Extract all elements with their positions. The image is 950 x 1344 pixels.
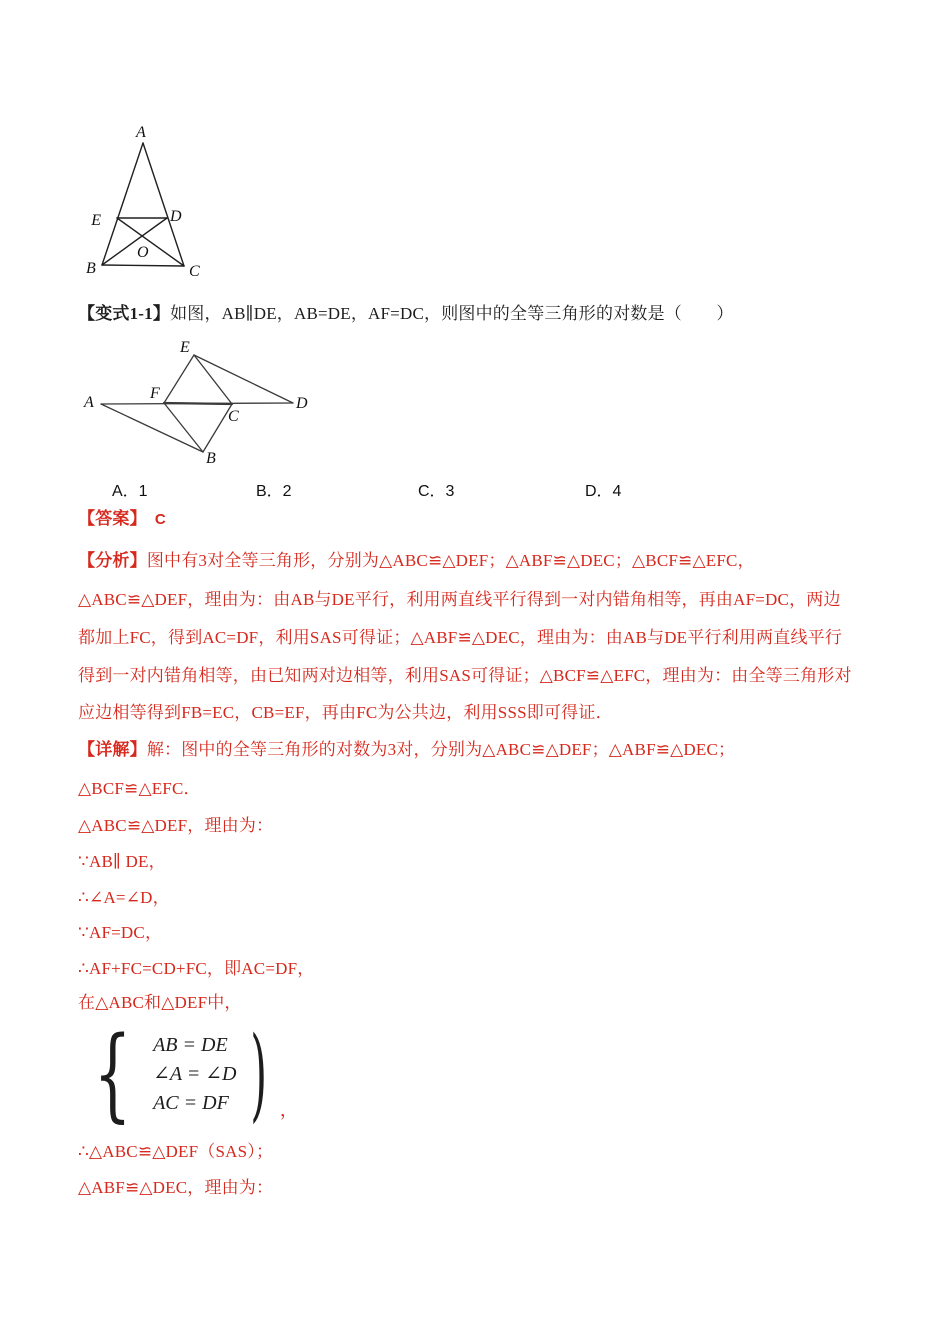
left-brace: {	[93, 1015, 132, 1133]
detail-line-2: △BCF≌△EFC．	[78, 779, 201, 798]
edge-ED	[194, 355, 293, 403]
equation-row-2: ∠A = ∠D	[153, 1062, 237, 1085]
vertex-label-B: B	[86, 260, 96, 277]
analysis-tag: 【分析】	[78, 551, 147, 570]
equation-rows	[147, 1031, 236, 1118]
detail-line-8: 在△ABC和△DEF中，	[78, 993, 242, 1012]
detail-line-3: △ABC≌△DEF，理由为：	[78, 816, 274, 835]
edge-BC	[102, 265, 184, 266]
equation-system	[82, 1015, 298, 1133]
vertex-label-D: D	[170, 208, 182, 225]
analysis-line-2: △ABC≌△DEF，理由为：由AB与DE平行，利用两直线平行得到一对内错角相等，再由AF=DC，两边	[78, 590, 841, 609]
detail-line-10: △ABF≌△DEC，理由为：	[78, 1178, 274, 1197]
edge-EC	[194, 355, 232, 404]
vertex-label-B: B	[206, 450, 216, 467]
detail-text-1: 解：图中的全等三角形的对数为3对，分别为△ABC≌△DEF；△ABF≌△DEC；	[146, 740, 736, 759]
detail-line-4: ∵AB∥ DE，	[78, 852, 166, 871]
answer-line	[78, 507, 166, 532]
detail-line-5: ∴∠A=∠D，	[78, 888, 170, 907]
detail-line-9: ∴△ABC≌△DEF（SAS）；	[78, 1142, 274, 1161]
figure-parallel-config	[83, 336, 318, 471]
edge-AB	[101, 404, 203, 452]
detail-line-6: ∵AF=DC，	[78, 923, 163, 942]
answer-value: C	[154, 511, 166, 528]
vertex-label-O: O	[137, 244, 149, 261]
vertex-label-C: C	[228, 408, 239, 425]
edge-EF	[164, 355, 194, 403]
detail-line-7: ∴AF+FC=CD+FC，即AC=DF，	[78, 959, 315, 978]
vertex-label-E: E	[180, 339, 190, 356]
equation-row-3: AC = DF	[153, 1091, 229, 1114]
edge-BD	[102, 218, 167, 265]
vertex-label-C: C	[189, 263, 200, 280]
analysis-line-1	[78, 549, 755, 573]
vertex-label-A: A	[84, 394, 94, 411]
vertex-label-F: F	[150, 385, 160, 402]
answer-tag: 【答案】	[78, 509, 147, 528]
option-b: B．2	[256, 483, 292, 500]
option-a: A．1	[112, 483, 148, 500]
vertex-label-E: E	[91, 212, 101, 229]
problem-tag: 【变式1-1】	[78, 304, 171, 323]
analysis-line-5: 应边相等得到FB=EC，CB=EF，再由FC为公共边，利用SSS即可得证．	[78, 703, 613, 722]
edge-EC	[117, 218, 184, 266]
equation-comma: ，	[279, 1100, 298, 1120]
detail-tag: 【详解】	[78, 740, 147, 759]
vertex-label-D: D	[296, 395, 308, 412]
detail-line-1	[78, 738, 735, 762]
edge-FB	[164, 403, 203, 452]
equation-row-1: AB = DE	[153, 1033, 228, 1056]
problem-statement	[78, 302, 734, 326]
figure-triangle-abc-edo	[85, 115, 215, 283]
analysis-text-1: 图中有3对全等三角形，分别为△ABC≌△DEF；△ABF≌△DEC；△BCF≌△EFC，	[146, 551, 755, 570]
edge-FC	[164, 403, 232, 404]
analysis-line-3: 都加上FC，得到AC=DF，利用SAS可得证；△ABF≌△DEC，理由为：由AB与DE平行利用两直线平行	[78, 628, 843, 647]
right-paren: )	[250, 1015, 268, 1133]
vertex-label-A: A	[136, 124, 146, 141]
option-c: C．3	[418, 483, 455, 500]
analysis-line-4: 得到一对内错角相等，由已知两对边相等，利用SAS可得证；△BCF≌△EFC，理由为：由全等三角形对	[78, 666, 852, 685]
problem-text: 如图，AB∥DE，AB=DE，AF=DC，则图中的全等三角形的对数是（ ）	[170, 304, 734, 323]
option-d: D．4	[585, 483, 622, 500]
edge-AC	[143, 143, 184, 266]
